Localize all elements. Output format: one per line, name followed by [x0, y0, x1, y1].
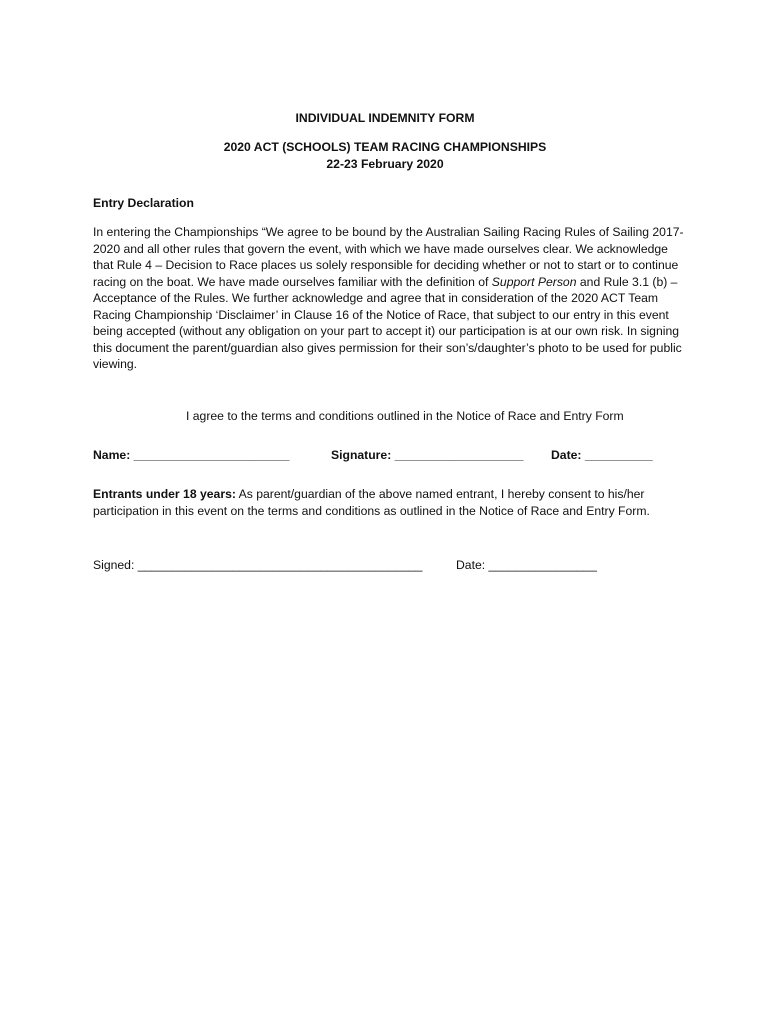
guardian-date-field[interactable]: Date: ________________ [456, 558, 597, 572]
form-title: INDIVIDUAL INDEMNITY FORM [295, 111, 475, 125]
name-field[interactable]: Name: _______________________ [93, 448, 290, 462]
declaration-text-part1: In entering the Championships “We agree to be bound by the Australian Sailing Racing Rules of Sailing 2017-2020 and all other rules that govern the event, with which we have made ourselves clear. We acknowledge that Rule 4 – Decision to Race places us solely responsible for deciding whether or not to start or to continue racing on the boat. We have made ourselves familiar with the definition of [93, 225, 684, 289]
declaration-italic-term: Support Person [491, 274, 577, 289]
signature-field[interactable]: Signature: ___________________ [331, 448, 524, 462]
guardian-signed-field[interactable]: Signed: __________________________________________ [93, 558, 423, 572]
declaration-text-part2: and Rule 3.1 (b) – Acceptance of the Rules. We further acknowledge and agree that in consideration of the 2020 ACT Team Racing Championship ‘Disclaimer’ in Clause 16 of the Notice of Race, that subject to our entry in this event being accepted (without any obligation on your part to accept it) our participation is at our own risk. In signing this document the parent/guardian also gives permission for their son’s/daughter’s photo to be used for public viewing. [93, 274, 682, 371]
event-dates: 22-23 February 2020 [326, 157, 444, 171]
minors-text: As parent/guardian of the above named entrant, I hereby consent to his/her participation in this event on the terms and conditions as outlined in the Notice of Race and Entry Form. [93, 487, 650, 518]
declaration-paragraph [93, 224, 685, 373]
event-title: 2020 ACT (SCHOOLS) TEAM RACING CHAMPIONSHIPS [223, 140, 547, 154]
agreement-statement: I agree to the terms and conditions outlined in the Notice of Race and Entry Form [186, 409, 624, 423]
minors-consent-paragraph [93, 486, 683, 519]
entry-declaration-heading: Entry Declaration [93, 196, 194, 210]
minors-label: Entrants under 18 years: [93, 487, 236, 501]
date-field[interactable]: Date: __________ [551, 448, 653, 462]
